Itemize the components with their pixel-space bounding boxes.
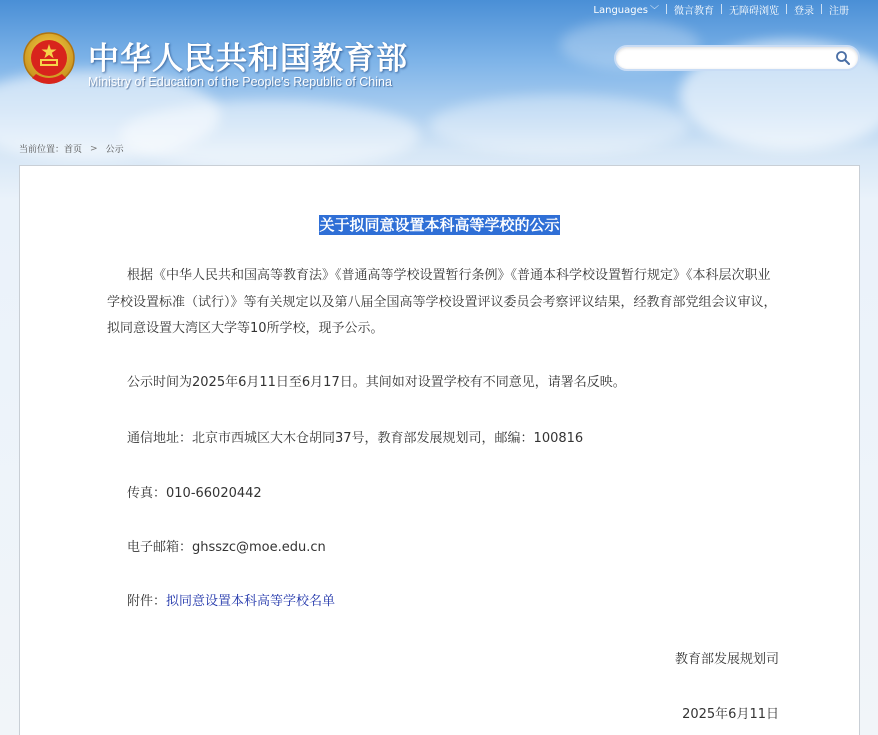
article-paragraph: 电子邮箱：ghsszc@moe.edu.cn — [127, 540, 326, 555]
article-signature: 教育部发展规划司 — [674, 652, 779, 667]
article-panel — [19, 165, 860, 735]
search-box — [614, 45, 860, 71]
chevron-right-icon: > — [90, 143, 98, 154]
article-paragraph: 通信地址：北京市西城区大木仓胡同37号，教育部发展规划司，邮编：100816 — [127, 431, 584, 446]
cloud-decoration — [120, 100, 420, 170]
login-link[interactable]: 登录 — [794, 5, 814, 17]
breadcrumb-home[interactable]: 首页 — [64, 145, 83, 155]
site-title-en: Ministry of Education of the People's Republic of China — [88, 75, 392, 89]
site-title-cn: 中华人民共和国教育部 — [88, 41, 408, 77]
article-title: 关于拟同意设置本科高等学校的公示 — [319, 216, 560, 234]
attachment-line — [107, 589, 777, 616]
weixin-link[interactable]: 微言教育 — [674, 5, 714, 17]
languages-label: Languages — [593, 4, 648, 16]
breadcrumb — [19, 142, 124, 155]
search-icon[interactable] — [835, 50, 851, 66]
register-link[interactable]: 注册 — [829, 5, 849, 17]
attachment-link[interactable]: 拟同意设置本科高等学校名单 — [166, 594, 336, 609]
languages-menu[interactable] — [586, 3, 666, 16]
attachment-label: 附件： — [127, 594, 167, 609]
accessibility-link[interactable]: 无障碍浏览 — [729, 5, 779, 17]
article-paragraph: 传真：010-66020442 — [127, 486, 262, 501]
cloud-decoration — [430, 95, 690, 155]
breadcrumb-current[interactable]: 公示 — [105, 145, 124, 155]
article-title-wrap — [20, 214, 859, 235]
search-input[interactable] — [626, 50, 836, 66]
chevron-down-icon: ﹀ — [649, 5, 659, 16]
article-date: 2025年6月11日 — [682, 707, 779, 722]
article-paragraph: 根据《中华人民共和国高等教育法》《普通高等学校设置暂行条例》《普通本科学校设置暂行规定》《本科层次职业学校设置标准（试行）》等有关规定以及第八届全国高等学校设置评议委员会考察评议结果，经教育部党组会议审议，拟同意设置大湾区大学等10所学校，现予公示。 — [107, 268, 777, 336]
national-emblem-icon — [22, 30, 76, 90]
top-nav — [586, 0, 856, 18]
breadcrumb-label: 当前位置： — [19, 145, 65, 155]
article-paragraph: 公示时间为2025年6月11日至6月17日。其间如对设置学校有不同意见，请署名反映。 — [127, 375, 626, 390]
